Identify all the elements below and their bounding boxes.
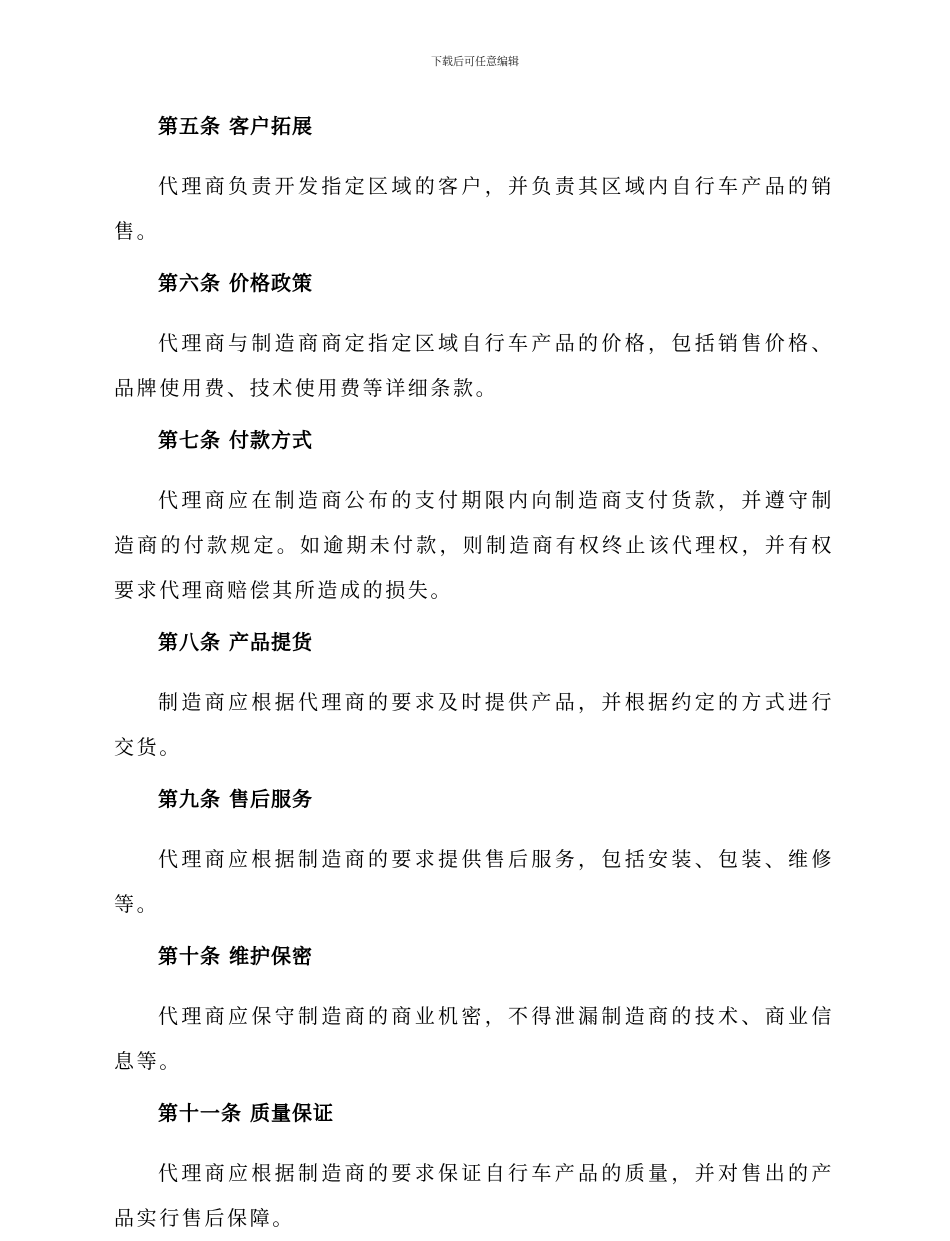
article-title: 第八条 产品提货 — [158, 630, 313, 654]
article-paragraph: 制造商应根据代理商的要求及时提供产品，并根据约定的方式进行交货。 — [114, 690, 834, 759]
article-title: 第七条 付款方式 — [158, 428, 313, 452]
article-5 — [114, 112, 834, 254]
article-title: 第十一条 质量保证 — [158, 1101, 334, 1125]
article-6 — [114, 269, 834, 411]
page-header: 下载后可任意编辑 — [431, 55, 519, 68]
article-title: 第九条 售后服务 — [158, 787, 313, 811]
article-7 — [114, 426, 834, 613]
article-title: 第十条 维护保密 — [158, 944, 313, 968]
article-paragraph: 代理商应根据制造商的要求保证自行车产品的质量，并对售出的产品实行售后保障。 — [114, 1161, 834, 1230]
article-paragraph: 代理商应保守制造商的商业机密，不得泄漏制造商的技术、商业信息等。 — [114, 1004, 834, 1073]
document-body — [114, 112, 834, 1241]
article-paragraph: 代理商负责开发指定区域的客户，并负责其区域内自行车产品的销售。 — [114, 174, 834, 243]
article-9 — [114, 785, 834, 927]
article-10 — [114, 942, 834, 1084]
article-8 — [114, 628, 834, 770]
article-paragraph: 代理商应在制造商公布的支付期限内向制造商支付货款，并遵守制造商的付款规定。如逾期未付款，则制造商有权终止该代理权，并有权要求代理商赔偿其所造成的损失。 — [114, 488, 834, 602]
article-paragraph: 代理商应根据制造商的要求提供售后服务，包括安装、包装、维修等。 — [114, 847, 834, 916]
article-title: 第六条 价格政策 — [158, 271, 313, 295]
article-title: 第五条 客户拓展 — [158, 114, 313, 138]
article-paragraph: 代理商与制造商商定指定区域自行车产品的价格，包括销售价格、品牌使用费、技术使用费等详细条款。 — [114, 331, 834, 400]
article-11 — [114, 1099, 834, 1241]
